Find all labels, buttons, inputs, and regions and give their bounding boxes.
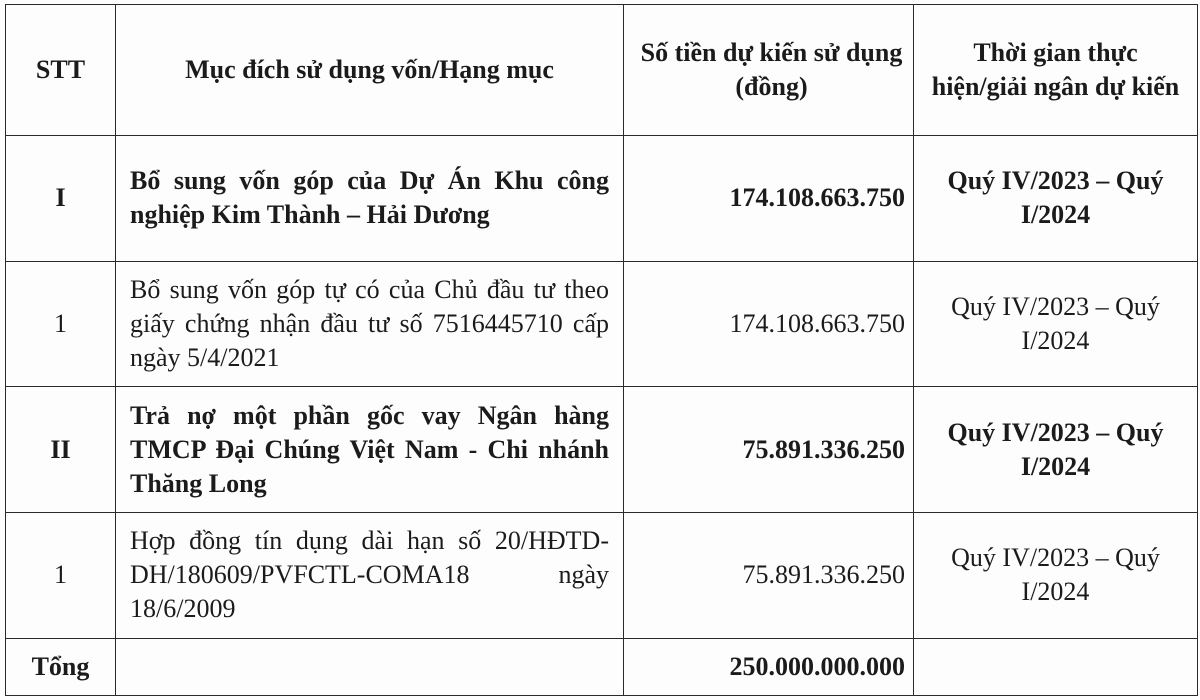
row-amount: 174.108.663.750 xyxy=(624,261,914,387)
row-time: Quý IV/2023 – Quý I/2024 xyxy=(914,513,1198,639)
row-amount: 174.108.663.750 xyxy=(624,136,914,262)
total-amount: 250.000.000.000 xyxy=(624,638,914,695)
table-row-section-1 xyxy=(6,136,1198,262)
total-time-empty xyxy=(914,638,1198,695)
row-time: Quý IV/2023 – Quý I/2024 xyxy=(914,136,1198,262)
row-stt: I xyxy=(6,136,116,262)
total-label: Tổng xyxy=(6,638,116,695)
table-row-total xyxy=(6,638,1198,695)
row-purpose: Bổ sung vốn góp tự có của Chủ đầu tư theo giấy chứng nhận đầu tư số 7516445710 cấp ngày 5/4/2021 xyxy=(116,261,624,387)
table-row-section-2 xyxy=(6,387,1198,513)
row-time: Quý IV/2023 – Quý I/2024 xyxy=(914,261,1198,387)
row-purpose: Hợp đồng tín dụng dài hạn số 20/HĐTD-DH/180609/PVFCTL-COMA18 ngày 18/6/2009 xyxy=(116,513,624,639)
row-stt: 1 xyxy=(6,261,116,387)
capital-usage-table xyxy=(5,4,1198,696)
table-row-item-2-1 xyxy=(6,513,1198,639)
row-time: Quý IV/2023 – Quý I/2024 xyxy=(914,387,1198,513)
row-amount: 75.891.336.250 xyxy=(624,513,914,639)
row-stt: II xyxy=(6,387,116,513)
total-purpose-empty xyxy=(116,638,624,695)
table-header-row xyxy=(6,5,1198,136)
row-purpose: Trả nợ một phần gốc vay Ngân hàng TMCP Đại Chúng Việt Nam - Chi nhánh Thăng Long xyxy=(116,387,624,513)
row-amount: 75.891.336.250 xyxy=(624,387,914,513)
header-stt: STT xyxy=(6,5,116,136)
table-row-item-1-1 xyxy=(6,261,1198,387)
row-purpose: Bổ sung vốn góp của Dự Án Khu công nghiệp Kim Thành – Hải Dương xyxy=(116,136,624,262)
row-stt: 1 xyxy=(6,513,116,639)
header-purpose: Mục đích sử dụng vốn/Hạng mục xyxy=(116,5,624,136)
header-time: Thời gian thực hiện/giải ngân dự kiến xyxy=(914,5,1198,136)
header-amount: Số tiền dự kiến sử dụng (đồng) xyxy=(624,5,914,136)
